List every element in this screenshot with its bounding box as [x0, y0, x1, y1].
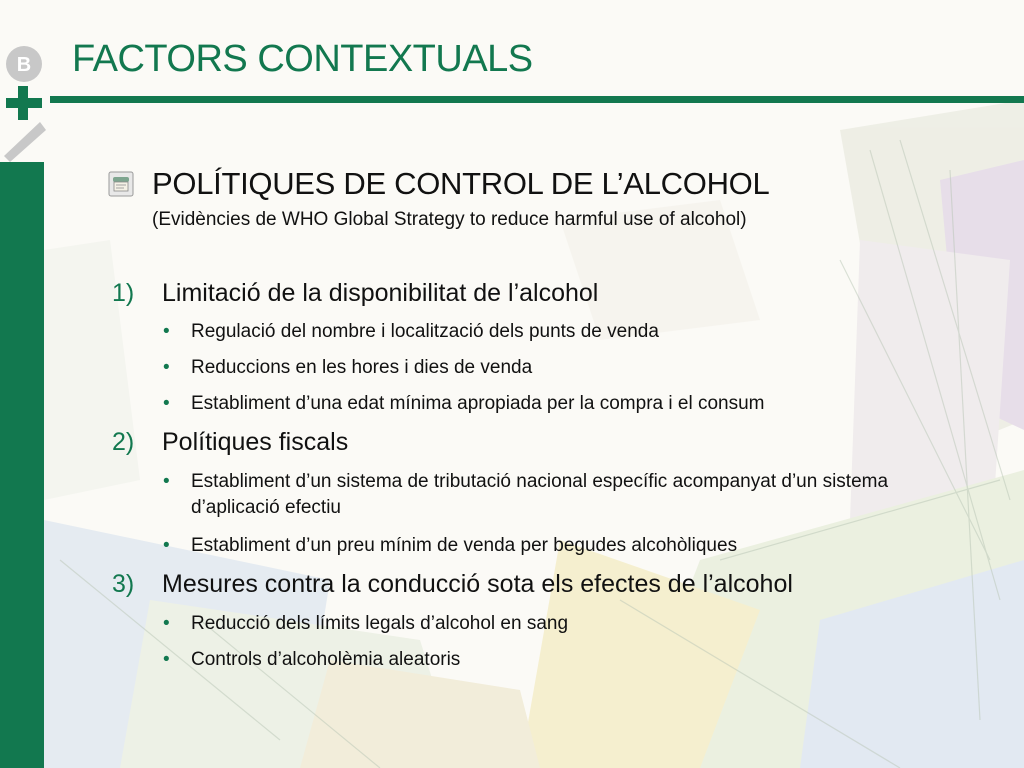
- section-heading: POLÍTIQUES DE CONTROL DE L’ALCOHOL: [152, 166, 770, 201]
- scroll-icon: [108, 171, 134, 197]
- bullet-text: Establiment d’una edat mínima apropiada per la compra i el consum: [191, 393, 765, 414]
- bullet-icon: •: [163, 613, 170, 634]
- bullet-icon: •: [163, 357, 170, 378]
- section-subheading: (Evidències de WHO Global Strategy to reduce harmful use of alcohol): [152, 209, 747, 230]
- bullet-text: Establiment d’un preu mínim de venda per begudes alcohòliques: [191, 535, 738, 556]
- item-number: 1): [112, 279, 135, 307]
- item-label: Limitació de la disponibilitat de l’alcohol: [162, 279, 599, 307]
- item-label: Mesures contra la conducció sota els efectes de l’alcohol: [162, 570, 793, 598]
- bullet-icon: •: [163, 321, 170, 342]
- logo-letter: B: [16, 54, 32, 76]
- bullet-text: Reduccions en les hores i dies de venda: [191, 357, 533, 378]
- page-title: FACTORS CONTEXTUALS: [72, 38, 533, 80]
- bullet-text: Controls d’alcoholèmia aleatoris: [191, 649, 461, 670]
- bullet-text: Regulació del nombre i localització dels punts de venda: [191, 321, 659, 342]
- bullet-text: Reducció dels límits legals d’alcohol en sang: [191, 613, 569, 634]
- item-number: 2): [112, 428, 135, 456]
- bullet-icon: •: [163, 649, 170, 670]
- item-label: Polítiques fiscals: [162, 428, 349, 456]
- bullet-icon: •: [163, 471, 170, 492]
- bullet-icon: •: [163, 393, 170, 414]
- bullet-text: Establiment d’un sistema de tributació nacional específic acompanyat d’un sistema d’aplicació efectiu: [191, 471, 889, 518]
- bullet-icon: •: [163, 535, 170, 556]
- item-number: 3): [112, 570, 135, 598]
